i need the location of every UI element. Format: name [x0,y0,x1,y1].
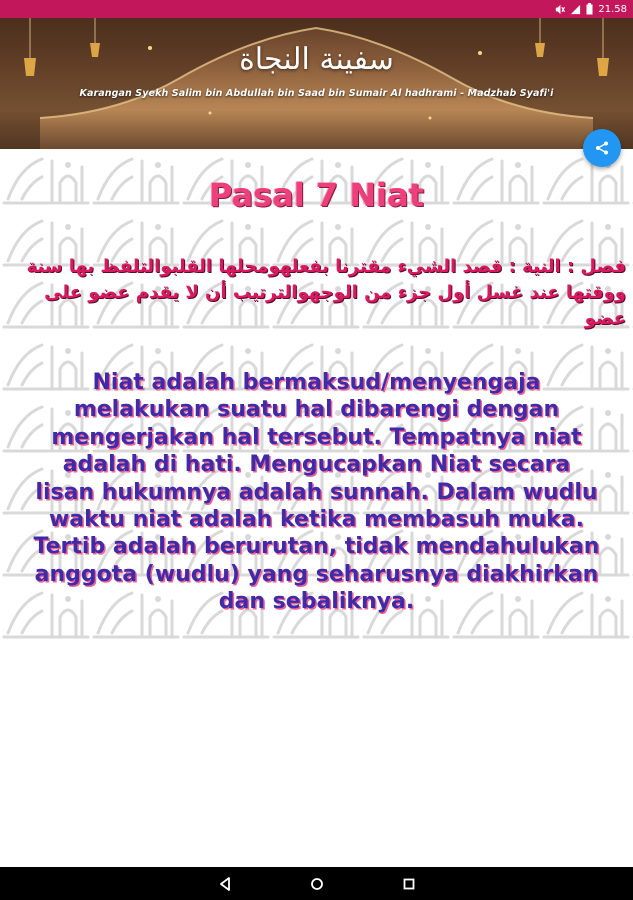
arabic-text: فصل : النية : قصد الشيء مقترنا بفعلهومحلها القلبوالتلفظ بها سنة ووقتها عند غسل أول جزء من الوجهوالترتيب أن لا يقدم عضو على عضو [26,256,626,329]
recents-button[interactable] [399,874,419,894]
content-area [0,149,633,652]
home-icon [310,877,324,891]
back-icon [218,877,232,891]
app-header [0,18,633,149]
mute-icon [554,4,565,15]
navigation-bar [0,867,633,900]
ornament-frame [0,18,633,149]
app-subtitle: Karangan Syekh Salim bin Abdullah bin Saad bin Sumair Al hadhrami - Madzhab Syafi'i [79,88,554,99]
status-bar [0,0,633,18]
signal-icon [570,4,581,15]
section-title: Pasal 7 Niat [209,176,424,214]
recents-icon [402,877,416,891]
share-icon [595,141,609,155]
clock: 21.58 [598,3,627,15]
back-button[interactable] [215,874,235,894]
battery-icon [586,3,593,15]
app-title: سفينة النجاة [239,42,394,77]
home-button[interactable] [307,874,327,894]
translation-text: Niat adalah bermaksud/menyengaja melakukan suatu hal dibarengi dengan mengerjakan hal tersebut. Tempatnya niat adalah di hati. Mengucapkan Niat secara lisan hukumnya adalah sunnah. Dalam wudlu waktu niat adalah ketika membasuh muka. Tertib adalah berurutan, tidak mendahulukan anggota (wudlu) yang seharusnya diakhirkan dan sebaliknya. [33,370,600,615]
share-button[interactable] [583,129,621,167]
